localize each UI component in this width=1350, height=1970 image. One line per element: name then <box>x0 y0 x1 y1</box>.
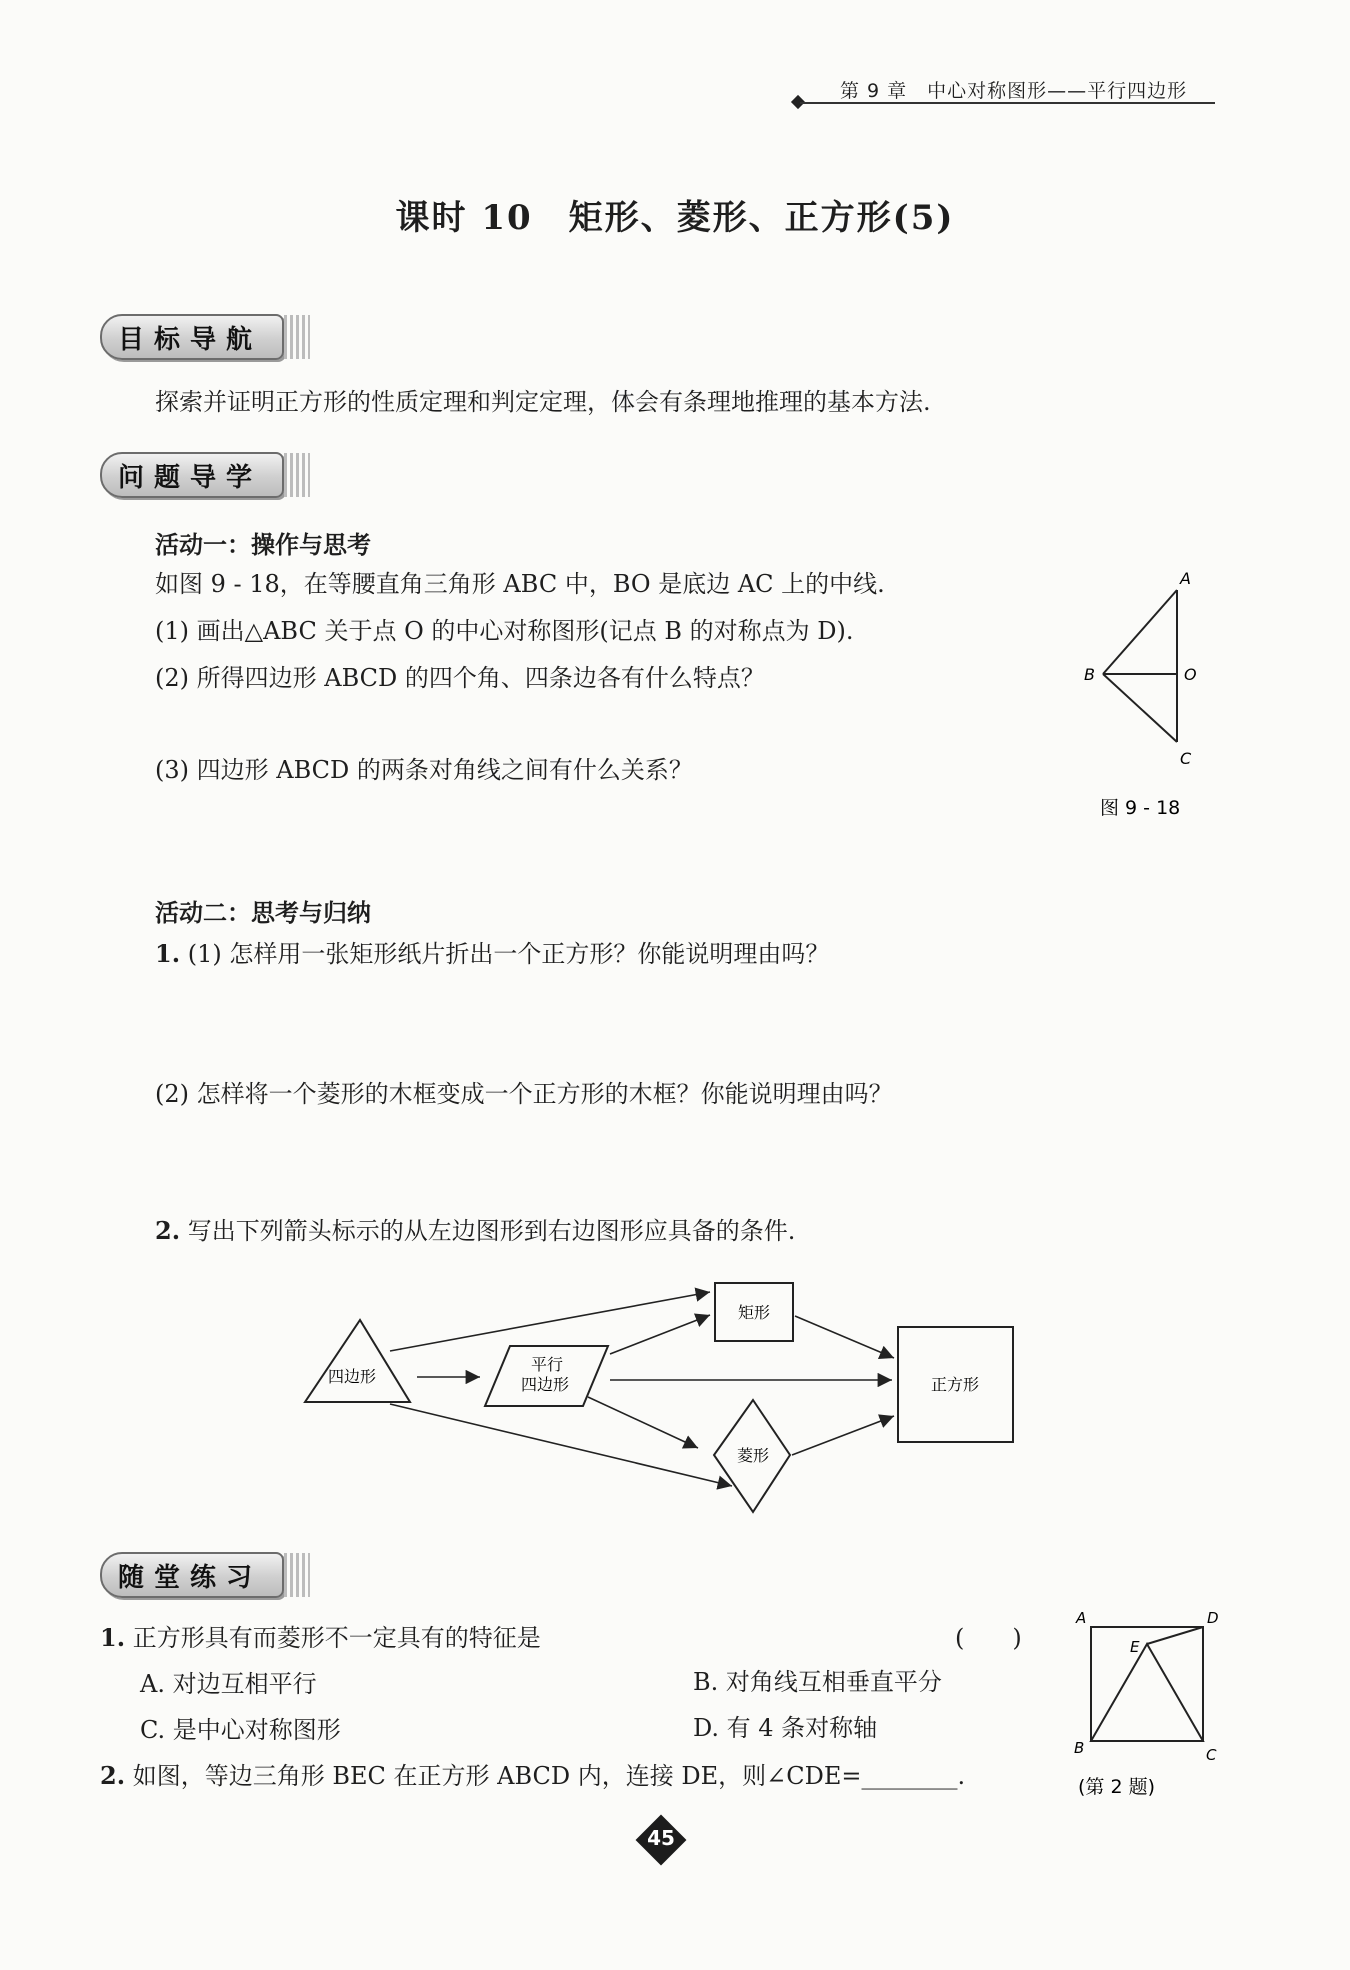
section-practice-label: 随堂练习 <box>100 1552 284 1598</box>
page-number: 45 <box>647 1826 675 1850</box>
practice-q2-text: 如图，等边三角形 BEC 在正方形 ABCD 内，连接 DE，则∠CDE=________. <box>132 1762 966 1790</box>
segment-bc <box>1103 674 1177 742</box>
option-a[interactable]: A. 对边互相平行 <box>140 1670 317 1698</box>
section-goal-tail <box>284 315 310 359</box>
option-d[interactable]: D. 有 4 条对称轴 <box>693 1714 878 1742</box>
chapter-header: 第 9 章 中心对称图形——平行四边形 <box>840 80 1188 102</box>
activity2-q2 <box>155 1217 795 1246</box>
figure-9-18 <box>1080 566 1220 826</box>
label-e: E <box>1130 1638 1140 1656</box>
activity2-q1-number: 1. <box>155 939 181 968</box>
practice-q2-number: 2. <box>100 1761 126 1790</box>
segment-ab <box>1103 590 1177 674</box>
arrow-quad-to-rect <box>390 1292 710 1351</box>
activity1-q1: (1) 画出△ABC 关于点 O 的中心对称图形(记点 B 的对称点为 D). <box>155 617 854 645</box>
label-parallelogram-1: 平行 <box>530 1355 564 1374</box>
label-square: 正方形 <box>930 1375 980 1394</box>
label-a: A <box>1180 569 1191 588</box>
activity2-heading: 活动二：思考与归纳 <box>155 899 371 927</box>
label-rectangle: 矩形 <box>737 1303 771 1322</box>
label-d: D <box>1207 1609 1219 1627</box>
goal-text: 探索并证明正方形的性质定理和判定定理，体会有条理地推理的基本方法. <box>155 388 931 416</box>
practice-q2 <box>100 1762 965 1791</box>
section-practice-tail <box>284 1553 310 1597</box>
section-guide-label: 问题导学 <box>100 452 284 498</box>
option-b[interactable]: B. 对角线互相垂直平分 <box>693 1668 942 1696</box>
arrow-parallelogram-to-rhombus <box>588 1397 698 1448</box>
label-quadrilateral: 四边形 <box>327 1367 377 1386</box>
arrow-rect-to-square <box>795 1316 894 1358</box>
option-c[interactable]: C. 是中心对称图形 <box>140 1716 341 1744</box>
label-b: B <box>1084 665 1095 684</box>
quadrilateral-shape <box>305 1320 410 1402</box>
section-practice <box>100 1552 310 1598</box>
label-parallelogram-2: 四边形 <box>520 1375 570 1394</box>
section-guide <box>100 452 310 498</box>
activity2-q1b: (2) 怎样将一个菱形的木框变成一个正方形的木框？你能说明理由吗？ <box>155 1080 893 1108</box>
label-c: C <box>1180 749 1192 768</box>
figure-question-2 <box>1060 1605 1240 1810</box>
section-guide-tail <box>284 453 310 497</box>
practice-q1-answer-bracket[interactable]: ( ) <box>955 1624 1022 1652</box>
header-rule <box>800 102 1215 104</box>
label-c: C <box>1206 1746 1217 1764</box>
section-goal-label: 目标导航 <box>100 314 284 360</box>
triangle-bec <box>1091 1644 1203 1741</box>
practice-q1-number: 1. <box>100 1623 126 1652</box>
arrow-quad-to-rhombus <box>390 1404 732 1486</box>
activity2-q1 <box>155 940 829 969</box>
label-a: A <box>1076 1609 1087 1627</box>
activity2-q2-text: 写出下列箭头标示的从左边图形到右边图形应具备的条件. <box>187 1217 796 1245</box>
label-rhombus: 菱形 <box>736 1446 770 1465</box>
label-b: B <box>1074 1739 1085 1757</box>
activity1-q3: (3) 四边形 ABCD 的两条对角线之间有什么关系？ <box>155 756 693 784</box>
figure-caption: 图 9 - 18 <box>1100 797 1181 819</box>
activity2-q2-number: 2. <box>155 1216 181 1245</box>
figure-2-caption: (第 2 题) <box>1078 1776 1155 1798</box>
activity1-q2: (2) 所得四边形 ABCD 的四个角、四条边各有什么特点？ <box>155 664 765 692</box>
page-title: 课时 10 矩形、菱形、正方形(5) <box>395 198 955 238</box>
shape-flow-diagram <box>280 1270 1040 1530</box>
label-o: O <box>1184 665 1197 684</box>
activity2-q1a: (1) 怎样用一张矩形纸片折出一个正方形？你能说明理由吗？ <box>187 940 830 968</box>
activity1-intro: 如图 9 - 18，在等腰直角三角形 ABC 中，BO 是底边 AC 上的中线. <box>155 570 885 598</box>
arrow-rhombus-to-square <box>792 1416 894 1455</box>
practice-q1 <box>100 1624 541 1653</box>
segment-de <box>1147 1627 1203 1644</box>
practice-q1-text: 正方形具有而菱形不一定具有的特征是 <box>132 1624 541 1652</box>
arrow-parallelogram-to-rect <box>610 1315 710 1354</box>
section-goal <box>100 314 310 360</box>
activity1-heading: 活动一：操作与思考 <box>155 531 371 559</box>
